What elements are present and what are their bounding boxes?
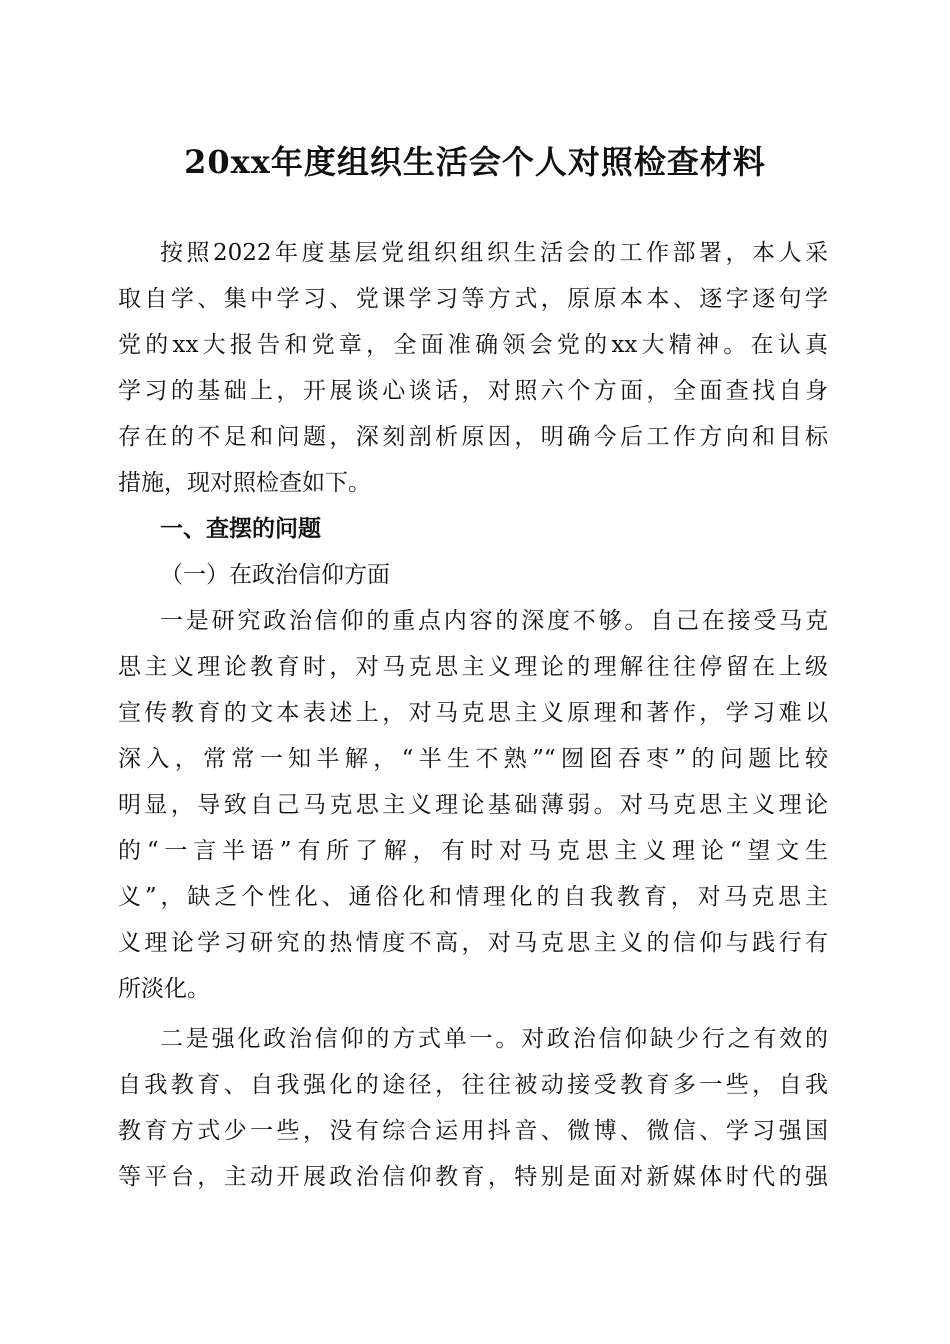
document-body [118, 230, 828, 1200]
text-line: 所淡化。 [118, 976, 210, 1002]
text-line: 自我教育、自我强化的途径，往往被动接受教育多一些，自我 [118, 1072, 828, 1098]
text-line: 等平台，主动开展政治信仰教育，特别是面对新媒体时代的强 [118, 1164, 828, 1190]
paragraph-1 [118, 598, 828, 1012]
text-line: 深入，常常一知半解，“半生不熟”“囫囵吞枣”的问题比较 [118, 746, 828, 772]
text-line: 明显，导致自己马克思主义理论基础薄弱。对马克思主义理论 [118, 792, 828, 818]
subsection-heading: （一）在政治信仰方面 [160, 562, 390, 588]
text-line: 党的xx大报告和党章，全面准确领会党的xx大精神。在认真 [118, 332, 828, 358]
text-line: 一是研究政治信仰的重点内容的深度不够。自己在接受马克 [160, 608, 828, 634]
section-heading: 一、查摆的问题 [160, 516, 321, 542]
text-line: 取自学、集中学习、党课学习等方式，原原本本、逐字逐句学 [118, 286, 828, 312]
text-line: 存在的不足和问题，深刻剖析原因，明确今后工作方向和目标 [118, 424, 828, 450]
text-line: 思主义理论教育时，对马克思主义理论的理解往往停留在上级 [118, 654, 828, 680]
text-line: 学习的基础上，开展谈心谈话，对照六个方面，全面查找自身 [118, 378, 828, 404]
text-line: 按照2022年度基层党组织组织生活会的工作部署，本人采 [160, 240, 828, 266]
intro-paragraph [118, 230, 828, 506]
text-line: 二是强化政治信仰的方式单一。对政治信仰缺少行之有效的 [160, 1026, 828, 1052]
document-title: 20xx年度组织生活会个人对照检查材料 [184, 143, 766, 181]
text-line: 的“一言半语”有所了解，有时对马克思主义理论“望文生 [118, 838, 828, 864]
text-line: 义”，缺乏个性化、通俗化和情理化的自我教育，对马克思主 [118, 884, 828, 910]
text-line: 义理论学习研究的热情度不高，对马克思主义的信仰与践行有 [118, 930, 828, 956]
text-line: 措施，现对照检查如下。 [118, 470, 371, 496]
paragraph-2 [118, 1016, 828, 1200]
text-line: 教育方式少一些，没有综合运用抖音、微博、微信、学习强国 [118, 1118, 828, 1144]
text-line: 宣传教育的文本表述上，对马克思主义原理和著作，学习难以 [118, 700, 828, 726]
